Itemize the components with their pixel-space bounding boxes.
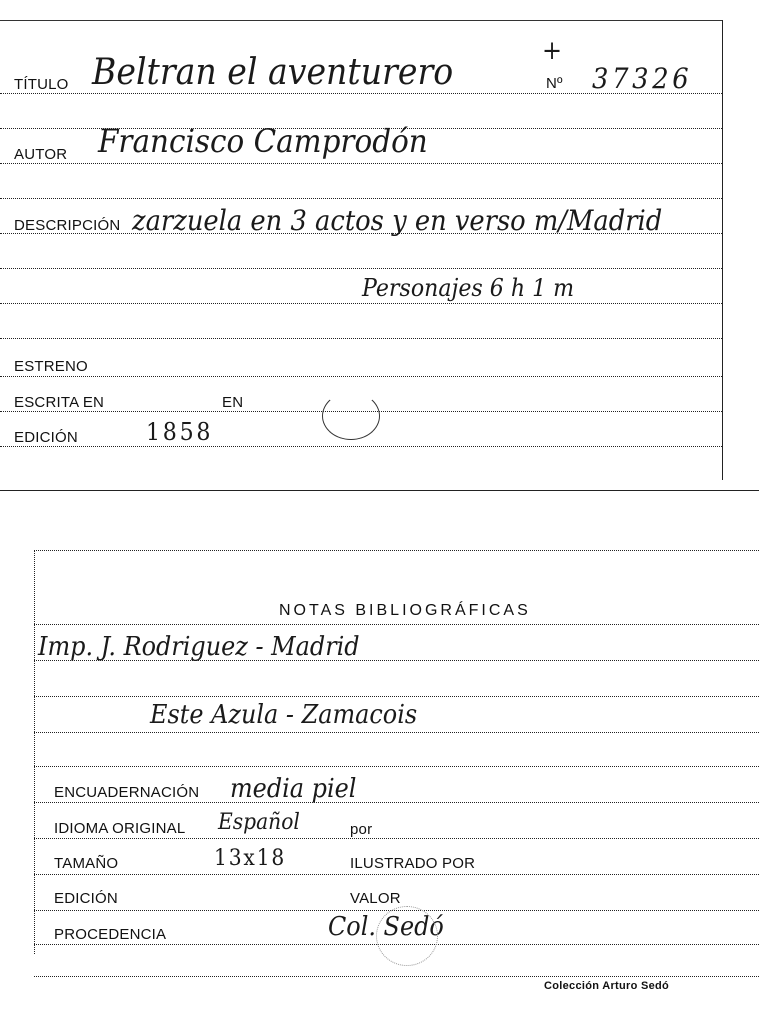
ruled-line: [34, 838, 759, 839]
ruled-line: [0, 446, 722, 447]
card-top-border: [0, 20, 722, 21]
ruled-line: [0, 268, 722, 269]
ruled-line: [0, 376, 722, 377]
section-heading: NOTAS BIBLIOGRÁFICAS: [279, 602, 531, 619]
title-value: Beltran el aventurero: [92, 52, 454, 93]
edition-value: 1858: [146, 418, 214, 446]
catalog-card-bottom: [0, 540, 759, 1028]
premiere-label: ESTRENO: [14, 358, 88, 375]
edition-label: EDICIÓN: [54, 890, 118, 907]
number-label: Nº: [546, 75, 563, 92]
value-label: VALOR: [350, 890, 401, 907]
ruled-line: [0, 303, 722, 304]
ruled-line: [34, 802, 759, 803]
description-extra: Personajes 6 h 1 m: [362, 274, 575, 302]
card-left-border: [34, 550, 35, 954]
stamp-circle: [376, 906, 438, 966]
edition-label: EDICIÓN: [14, 429, 78, 446]
provenance-value: Col. Sedó: [328, 912, 444, 942]
ruled-line: [34, 874, 759, 875]
description-value: zarzuela en 3 actos y en verso m/Madrid: [132, 204, 663, 237]
note-line-1: Imp. J. Rodriguez - Madrid: [38, 632, 360, 662]
ruled-line: [34, 732, 759, 733]
written-in-label: ESCRITA EN: [14, 394, 105, 411]
author-value: Francisco Camprodón: [98, 122, 428, 160]
note-line-2: Este Azula - Zamacois: [150, 700, 418, 730]
ruled-line: [0, 198, 722, 199]
cross-mark: +: [542, 36, 563, 66]
card-right-border: [722, 20, 723, 480]
language-label: IDIOMA ORIGINAL: [54, 820, 186, 837]
binding-label: ENCUADERNACIÓN: [54, 784, 200, 801]
ruled-line: [34, 696, 759, 697]
ruled-line: [0, 338, 722, 339]
title-label: TÍTULO: [14, 76, 69, 93]
ruled-line: [34, 976, 759, 977]
ruled-line: [34, 766, 759, 767]
number-value: 37326: [592, 62, 693, 95]
in-label: EN: [222, 394, 244, 411]
ruled-line: [0, 163, 722, 164]
description-label: DESCRIPCIÓN: [14, 217, 121, 234]
size-label: TAMAÑO: [54, 855, 119, 872]
card-top-border: [34, 550, 759, 551]
stamp-circle: [322, 392, 380, 440]
card-bottom-border: [0, 490, 759, 491]
author-label: AUTOR: [14, 146, 68, 163]
size-value: 13x18: [214, 846, 287, 871]
language-value: Español: [218, 810, 300, 835]
binding-value: media piel: [230, 774, 357, 804]
collection-credit: Colección Arturo Sedó: [544, 980, 670, 992]
illustrated-label: ILUSTRADO POR: [350, 855, 476, 872]
provenance-label: PROCEDENCIA: [54, 926, 167, 943]
by-label: por: [350, 821, 373, 838]
catalog-card-top: [0, 0, 759, 500]
ruled-line: [34, 624, 759, 625]
